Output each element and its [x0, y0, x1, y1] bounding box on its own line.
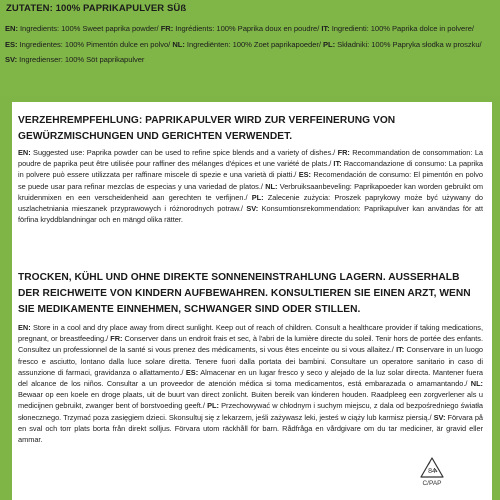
- usage-text: Recomendación de consumo: El pimentón en polvo se puede usar para refinar mezclas de especias y una variedad de platos./: [18, 170, 483, 191]
- usage-text: Verbruiksaanbeveling: Paprikapoeder kan worden gebruikt om kruidenmixen en een verscheidenheid aan gerechten te verfijnen./: [18, 181, 484, 202]
- ingredients-line-2: [5, 40, 482, 49]
- ingredients-es: Ingredientes: 100% Pimentón dulce en polvo/: [17, 40, 173, 49]
- lang-code: EN:: [18, 323, 31, 332]
- usage-text: Suggested use: Paprika powder can be used to refine spice blends and a variety of dishes./: [30, 148, 338, 157]
- usage-text: Zalecenie zużycia: Proszek paprykowy może być używany do uszlachetniania mieszanek przyprawowych i różnorodnych potraw./: [18, 192, 484, 214]
- recycling-mark: [408, 456, 456, 496]
- lang-code: ES:: [298, 170, 311, 180]
- storage-text: Bewaar op een koele en droge plaats, uit de buurt van direct zonlicht. Buiten bereik van kinderen houden. Raadpleeg een zorgverlener als u medicijnen gebruikt, zwanger bent of borstvoeding geeft./: [18, 390, 483, 411]
- storage-text: Conservare in un luogo fresco e asciutto, lontano dalla luce solare diretta. Tenere fuori dalla portata dei bambini. Consultare un operatore sanitario in caso di assunzione di farmaci, gravidanza o allattamento./: [18, 345, 483, 377]
- lang-code: FR:: [110, 334, 123, 344]
- ingredients-pl: Składniki: 100% Papryka słodka w proszku/: [335, 40, 482, 49]
- storage-text: Almacenar en un lugar fresco y seco y alejado de la luz solar directa. Mantener fuera del alcance de los niños. Consultar a un proveedor de atención médica si toma medicamentos, está embarazada o amamantando./: [18, 367, 483, 389]
- ingredients-line-3: [5, 55, 144, 64]
- lang-code: PL:: [207, 401, 219, 411]
- lang-code: ES:: [185, 367, 199, 377]
- ingredients-title: ZUTATEN: 100% PAPRIKAPULVER SÜß: [6, 3, 187, 14]
- storage-body: [18, 322, 483, 445]
- usage-text: Recommandation de consommation: La poudre de paprika peut être utilisée pour raffiner des mélanges d'épices et une variété de plats./: [18, 148, 483, 169]
- usage-section: [18, 113, 483, 225]
- lang-code: FR:: [337, 148, 350, 157]
- usage-text: Konsumtionsrekommendation: Paprikapulver kan användas för att förfina kryddblandningar och en mängd olika rätter.: [18, 204, 483, 225]
- storage-section: [18, 270, 483, 445]
- storage-text: Förvara på en sval och torr plats borta från direkt solljus. Förvara utom räckhåll för barn. Rådfråga en vårdgivare om du tar mediciner, är gravid eller ammar.: [18, 412, 483, 445]
- ingredients-band: [0, 0, 500, 96]
- lang-code: SV:: [433, 412, 446, 422]
- lang-code-sv: SV:: [5, 55, 18, 64]
- lang-code-es: ES:: [5, 40, 18, 49]
- usage-heading: VERZEHREMPFEHLUNG: PAPRIKAPULVER WIRD ZUR VERFEINERUNG VON GEWÜRZMISCHUNGEN UND GERICHTEN VERWENDET.: [18, 115, 396, 142]
- lang-code: PL:: [251, 192, 264, 202]
- recycling-triangle-icon: [419, 456, 445, 480]
- recycling-number: 84: [428, 468, 436, 475]
- storage-text: Conserver dans un endroit frais et sec, à l'abri de la lumière directe du soleil. Tenir hors de portée des enfants. Consultez un professionnel de la santé si vous prenez des médicaments, si vous êtes enceinte ou si vous allaitez./: [18, 334, 483, 355]
- usage-body: [18, 147, 483, 225]
- lang-code: EN:: [18, 148, 31, 157]
- ingredients-line-1: [5, 24, 474, 33]
- lang-code: SV:: [246, 204, 259, 214]
- lang-code-nl: NL:: [172, 40, 185, 49]
- lang-code: IT:: [396, 345, 405, 355]
- lang-code: NL:: [265, 181, 278, 191]
- ingredients-en: Ingredients: 100% Sweet paprika powder/: [17, 24, 161, 33]
- ingredients-fr: Ingrédients: 100% Paprika doux en poudre/: [173, 24, 322, 33]
- ingredients-it: Ingredienti: 100% Paprika dolce in polvere/: [329, 24, 474, 33]
- storage-text: Przechowywać w chłodnym i suchym miejscu, z dala od bezpośredniego światła słonecznego. Trzymać poza zasięgiem dzieci. Skonsultuj się z lekarzem, jeśli zażywasz leki, jesteś w ciąży lub karmisz piersią./: [18, 401, 484, 422]
- lang-code: IT:: [333, 159, 342, 169]
- lang-code: NL:: [470, 379, 483, 389]
- storage-text: Store in a cool and dry place away from direct sunlight. Keep out of reach of children. Consult a healthcare provider if taking medications, pregnant, or breastfeeding./: [18, 323, 483, 344]
- lang-code-it: IT:: [321, 24, 330, 33]
- lang-code-en: EN:: [5, 24, 18, 33]
- lang-code-fr: FR:: [160, 24, 174, 33]
- recycling-code: C/PAP: [422, 480, 442, 487]
- storage-heading: TROCKEN, KÜHL UND OHNE DIREKTE SONNENEINSTRAHLUNG LAGERN. AUSSERHALB DER REICHWEITE VON KINDERN AUFBEWAHREN. KONSULTIEREN SIE EINEN ARZT, WENN SIE MEDIKAMENTE EINNEHMEN, SCHWANGER SIND ODER STILLEN.: [18, 272, 471, 315]
- usage-text: Raccomandazione di consumo: La paprika in polvere può essere utilizzata per raffinare miscele di spezie e una varietà di piatti./: [18, 159, 483, 180]
- lang-code-pl: PL:: [323, 40, 336, 49]
- ingredients-nl: Ingrediënten: 100% Zoet paprikapoeder/: [184, 40, 323, 49]
- ingredients-sv: Ingredienser: 100% Söt paprikapulver: [17, 55, 145, 64]
